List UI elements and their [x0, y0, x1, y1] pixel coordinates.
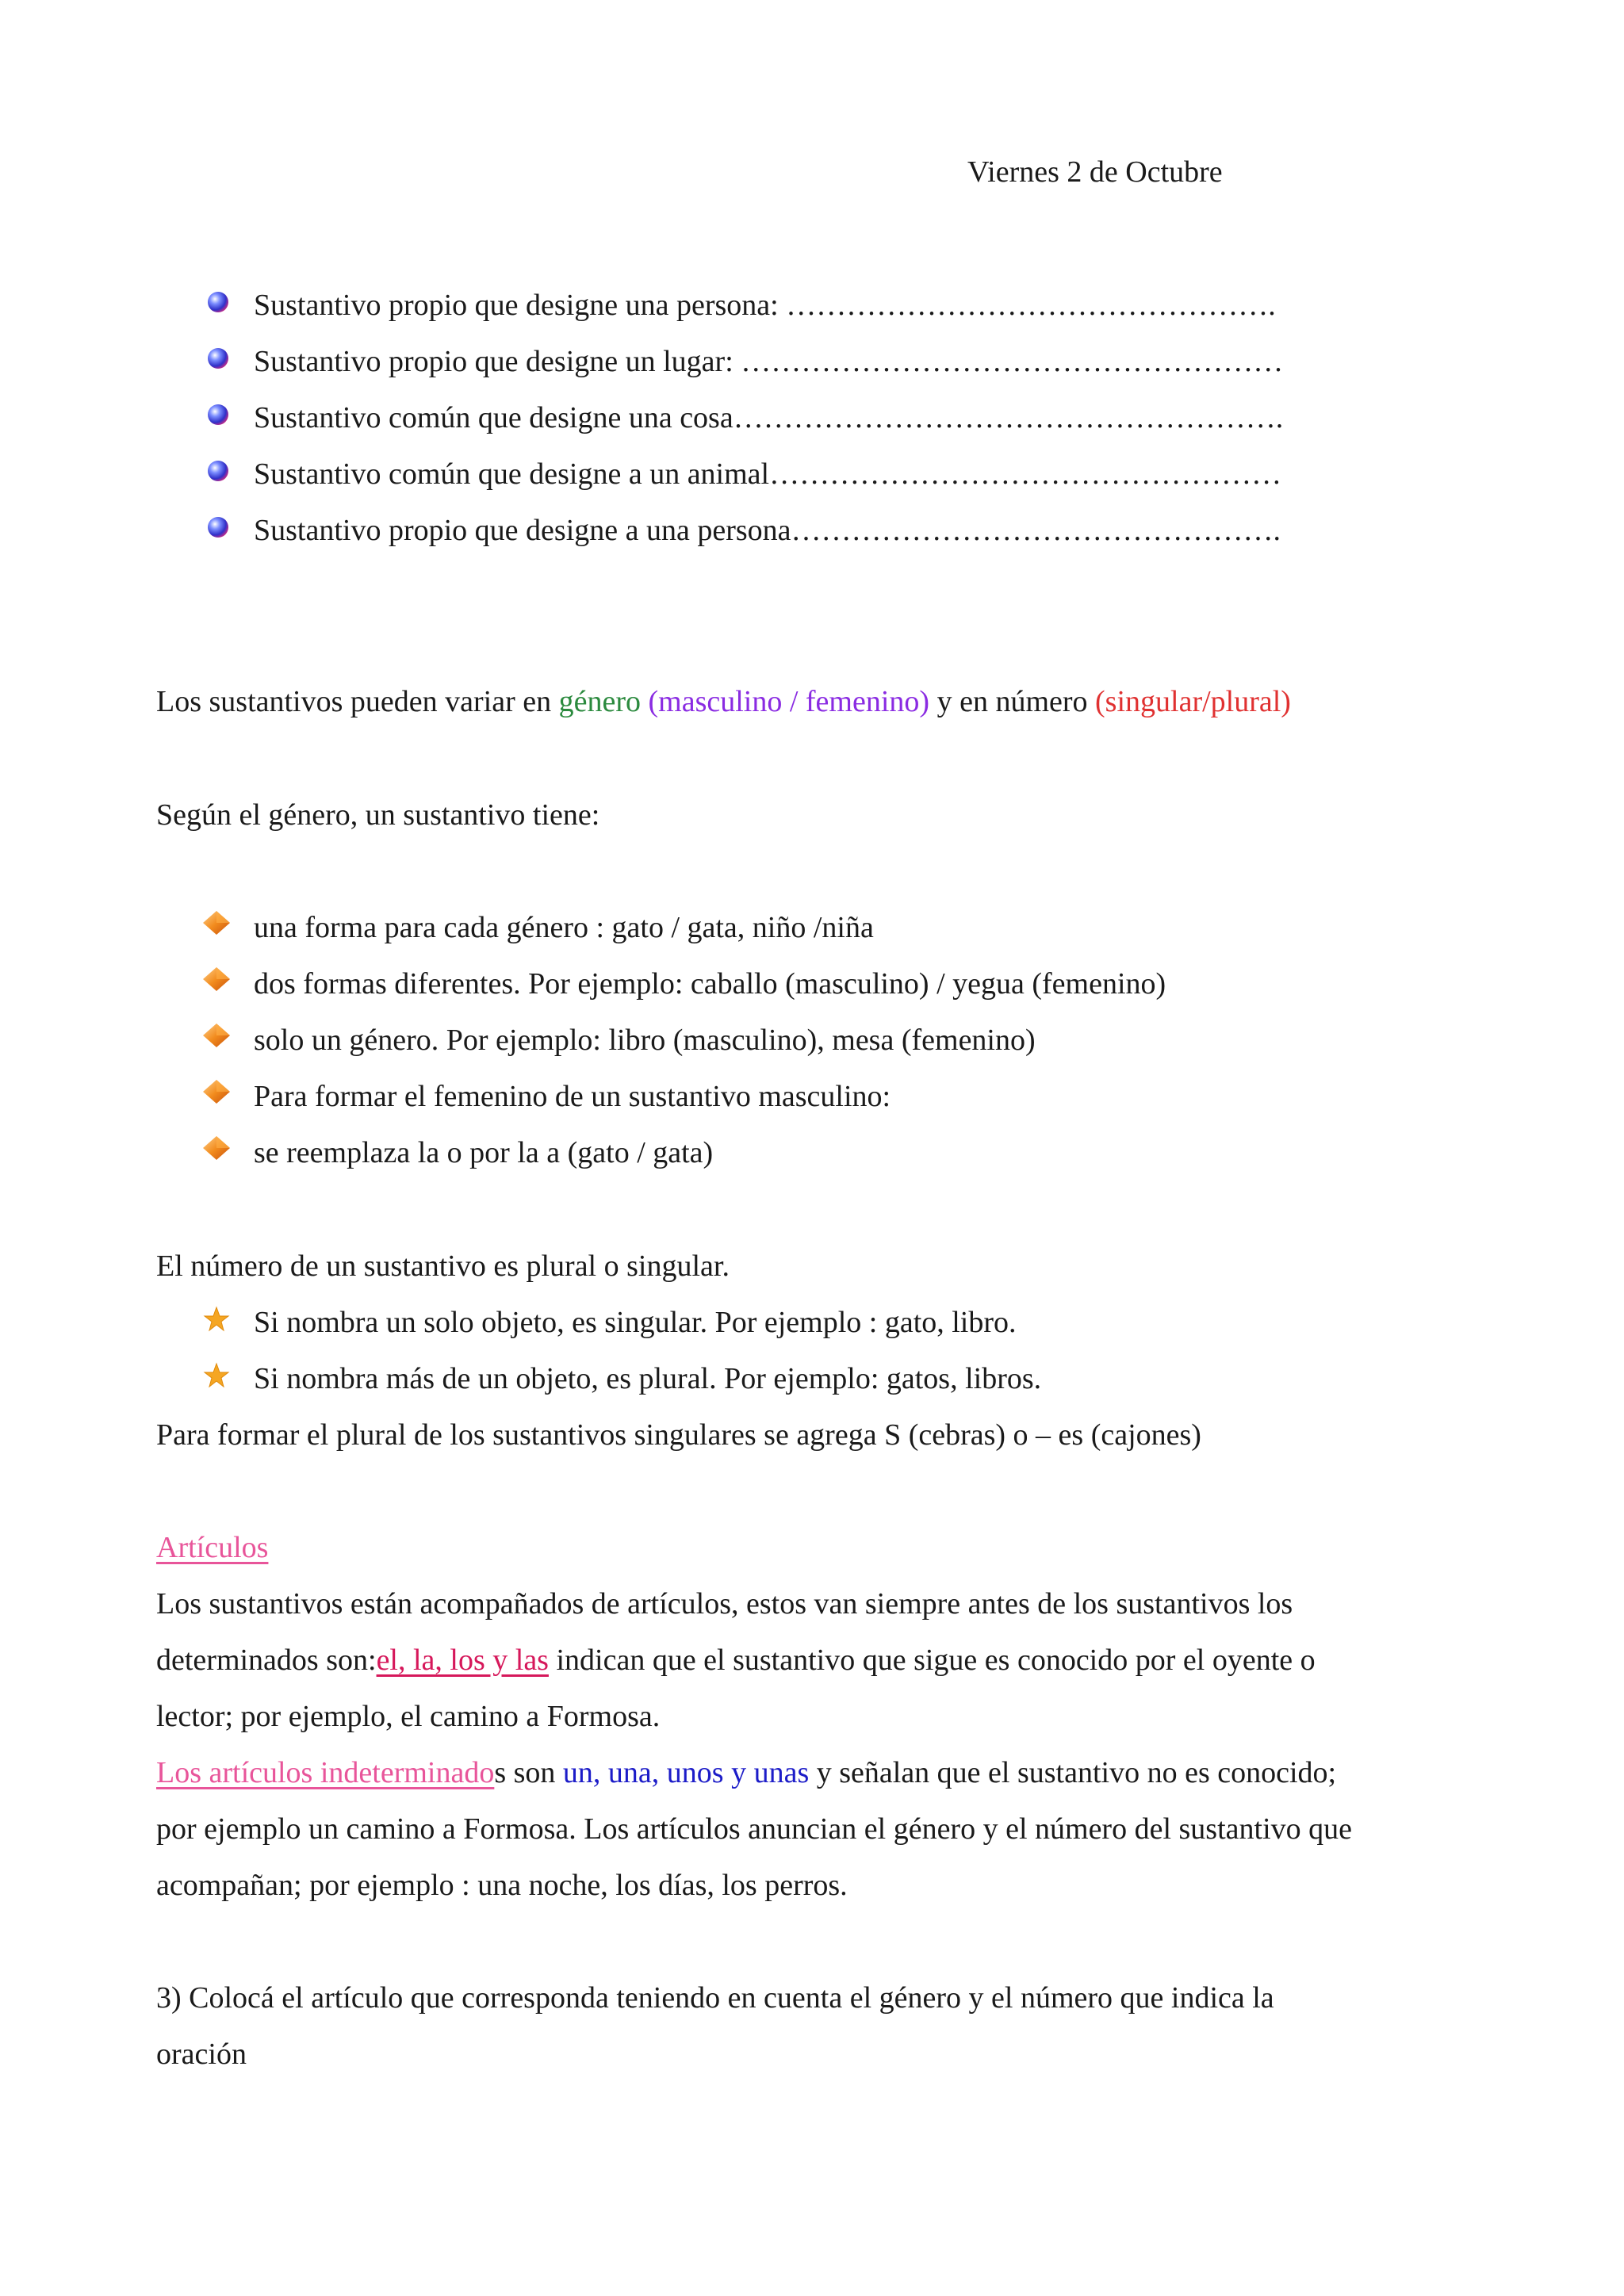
list-item-text: una forma para cada género : gato / gata, niño /niña: [254, 911, 874, 944]
blue-sphere-icon: [206, 459, 230, 483]
orange-diamond-icon: [201, 1022, 232, 1049]
articles-p1-line3: lector; por ejemplo, el camino a Formosa.: [156, 1700, 661, 1733]
list-item: [254, 1307, 1017, 1337]
genero-term: género: [558, 685, 641, 718]
gender-options: masculino / femenino: [658, 685, 920, 718]
close-paren: ): [919, 685, 930, 718]
variation-sentence: [156, 687, 1291, 717]
list-item-text: dos formas diferentes. Por ejemplo: caballo (masculino) / yegua (femenino): [254, 967, 1166, 1001]
list-item-text: Para formar el femenino de un sustantivo masculino:: [254, 1080, 891, 1113]
blue-sphere-icon: [206, 346, 230, 370]
indeterminados-heading: Los artículos indeterminado: [156, 1756, 495, 1789]
list-item-text: Si nombra un solo objeto, es singular. Por ejemplo : gato, libro.: [254, 1306, 1017, 1339]
date-header: Viernes 2 de Octubre: [967, 155, 1223, 189]
list-item-text: Sustantivo común que designe a un animal……………………………………………: [254, 457, 1282, 491]
articles-p1-line2: [156, 1645, 1316, 1675]
gender-intro: Según el género, un sustantivo tiene:: [156, 798, 600, 832]
indeterminados-list: un, una, unos y unas: [562, 1756, 810, 1789]
orange-diamond-icon: [201, 966, 232, 993]
articles-heading: Artículos: [156, 1531, 269, 1564]
articles-p2-line1: [156, 1758, 1336, 1788]
indeterminados-son: s son: [494, 1756, 563, 1789]
list-item: [254, 913, 874, 943]
list-item-text: solo un género. Por ejemplo: libro (masculino), mesa (femenino): [254, 1024, 1036, 1057]
list-item: [254, 515, 1281, 545]
list-item: [254, 1364, 1041, 1394]
exercise3-line2: oración: [156, 2038, 247, 2071]
list-item-text: Sustantivo común que designe una cosa……………………………………………….: [254, 401, 1284, 434]
articles-p2-line3: acompañan; por ejemplo : una noche, los días, los perros.: [156, 1869, 848, 1902]
exercise3-line1: 3) Colocá el artículo que corresponda teniendo en cuenta el género y el número que indica la: [156, 1981, 1274, 2015]
list-item: [254, 1025, 1036, 1055]
open-paren: (: [641, 685, 659, 718]
number-intro: El número de un sustantivo es plural o singular.: [156, 1249, 730, 1283]
list-item-text: Sustantivo propio que designe una persona: ………………………………………….: [254, 289, 1276, 322]
blue-sphere-icon: [206, 403, 230, 427]
variation-lead: Los sustantivos pueden variar en: [156, 685, 559, 718]
orange-diamond-icon: [201, 1135, 232, 1161]
indeterminados-rest: y señalan que el sustantivo no es conocido;: [809, 1756, 1337, 1789]
list-item: [254, 1081, 891, 1112]
determinados-list: el, la, los y las: [376, 1644, 549, 1677]
orange-diamond-icon: [201, 1078, 232, 1105]
orange-diamond-icon: [201, 909, 232, 936]
articles-p1-line1: Los sustantivos están acompañados de artículos, estos van siempre antes de los sustantivos los: [156, 1587, 1293, 1621]
list-item: [254, 1138, 713, 1168]
articles-p2-line2: por ejemplo un camino a Formosa. Los artículos anuncian el género y el número del sustantivo que: [156, 1812, 1352, 1846]
determinados-rest: indican que el sustantivo que sigue es conocido por el oyente o: [548, 1644, 1316, 1677]
list-item: [254, 290, 1276, 320]
number-options: (singular/plural): [1095, 685, 1291, 718]
list-item: [254, 459, 1281, 489]
list-item: [254, 403, 1283, 433]
list-item: [254, 346, 1283, 377]
determinados-lead: determinados son:: [156, 1644, 377, 1677]
orange-star-icon: [203, 1306, 230, 1333]
blue-sphere-icon: [206, 515, 230, 539]
list-item-text: Sustantivo propio que designe un lugar: ………………………………………………: [254, 345, 1284, 378]
orange-star-icon: [203, 1362, 230, 1389]
variation-mid: y en número: [929, 685, 1096, 718]
list-item-text: Si nombra más de un objeto, es plural. Por ejemplo: gatos, libros.: [254, 1362, 1042, 1395]
blue-sphere-icon: [206, 290, 230, 314]
plural-rule: Para formar el plural de los sustantivos singulares se agrega S (cebras) o – es (cajones): [156, 1418, 1201, 1452]
list-item: [254, 969, 1166, 999]
list-item-text: Sustantivo propio que designe a una persona………………………………………….: [254, 514, 1281, 547]
list-item-text: se reemplaza la o por la a (gato / gata): [254, 1136, 714, 1169]
